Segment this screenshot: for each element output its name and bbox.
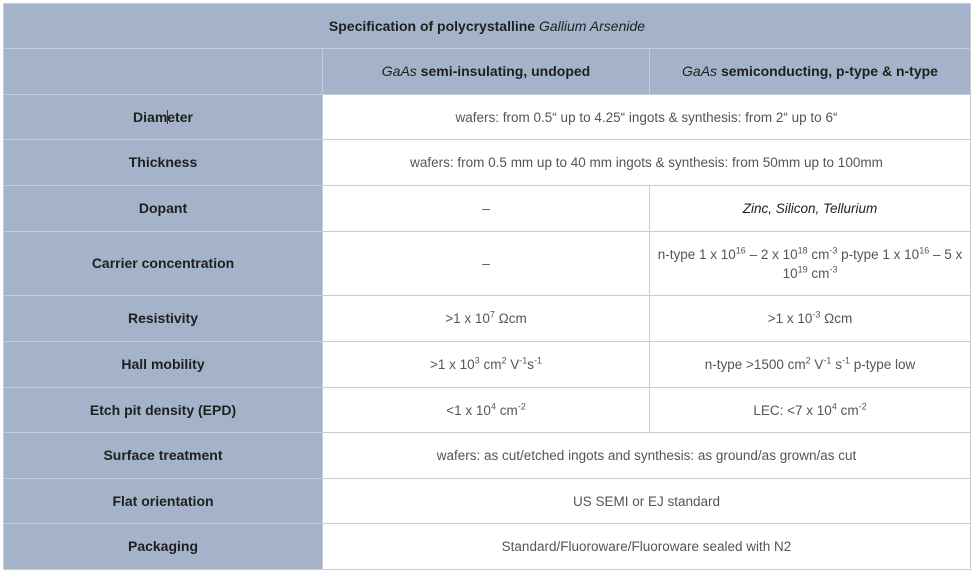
text: Ωcm [820, 311, 853, 326]
text: cm [836, 402, 859, 418]
row-label-carrier-concentration: Carrier concentration [4, 232, 323, 296]
table-row-flat-orientation [4, 479, 971, 524]
exponent: 4 [831, 401, 837, 411]
exponent: -2 [858, 401, 867, 411]
exponent: 2 [805, 355, 811, 366]
text: V [506, 357, 520, 372]
text: >1 x 10 [430, 357, 475, 372]
exponent: 4 [490, 401, 496, 411]
exponent: 3 [474, 355, 480, 366]
text: Ωcm [494, 311, 527, 326]
col-semi-insulating-header [323, 49, 650, 95]
table-title [4, 4, 971, 49]
table-row-packaging [4, 524, 971, 570]
exponent: -1 [533, 355, 542, 366]
text: V [810, 357, 824, 372]
column-header-row [4, 49, 971, 95]
text: – 5 x 10 [782, 246, 963, 281]
text: cm [479, 357, 502, 372]
title-prefix: Specification of polycrystalline [328, 17, 536, 34]
row-label-dopant: Dopant [4, 186, 323, 232]
text: cm [807, 265, 830, 281]
value-flat-orientation: US SEMI or EJ standard [323, 479, 971, 524]
title-row [4, 4, 971, 49]
exponent: -2 [517, 401, 526, 411]
specification-table [3, 3, 971, 570]
exponent: -3 [812, 309, 821, 320]
empty-header-cell [4, 49, 323, 95]
text: s [527, 357, 534, 372]
value-dopant-col1: – [323, 186, 650, 232]
text: n-type >1500 cm [704, 357, 806, 372]
row-label-diameter [4, 95, 323, 140]
value-resistivity-col2 [650, 296, 971, 342]
table-row-surface-treatment [4, 433, 971, 479]
text: cm [807, 246, 830, 262]
text: n-type 1 x 10 [657, 246, 736, 262]
col-semiconducting-header [650, 49, 971, 95]
value-hall-col1 [323, 342, 650, 388]
row-label-surface-treatment: Surface treatment [4, 433, 323, 479]
table-row-dopant [4, 186, 971, 232]
text: – 2 x 10 [745, 246, 798, 262]
exponent: 19 [797, 264, 808, 274]
col2-label: semiconducting, p-type & n-type [720, 63, 938, 79]
text: LEC: <7 x 10 [753, 402, 832, 418]
row-label-thickness: Thickness [4, 140, 323, 186]
title-material: Gallium Arsenide [538, 17, 646, 34]
exponent: 16 [919, 245, 930, 255]
row-label-hall-mobility: Hall mobility [4, 342, 323, 388]
value-epd-col1 [323, 388, 650, 433]
table-row-diameter [4, 95, 971, 140]
text: >1 x 10 [767, 311, 813, 326]
table-row-hall-mobility [4, 342, 971, 388]
exponent: 16 [735, 245, 746, 255]
col2-prefix: GaAs [682, 63, 718, 79]
label-part: Diam [133, 108, 168, 125]
text: s [831, 357, 842, 372]
label-part: eter [167, 108, 193, 125]
exponent: 2 [501, 355, 507, 366]
table-row-carrier-concentration [4, 232, 971, 296]
value-dopant-col2: Zinc, Silicon, Tellurium [650, 186, 971, 232]
text: p-type 1 x 10 [837, 246, 920, 262]
value-carrier-col1: – [323, 232, 650, 296]
value-resistivity-col1 [323, 296, 650, 342]
value-packaging: Standard/Fluoroware/Fluoroware sealed with N2 [323, 524, 971, 570]
table-row-thickness [4, 140, 971, 186]
text: cm [495, 402, 518, 418]
exponent: -1 [823, 355, 832, 366]
table-row-epd [4, 388, 971, 433]
text: >1 x 10 [445, 311, 490, 326]
exponent: -1 [519, 355, 528, 366]
value-carrier-col2 [650, 232, 971, 296]
row-label-resistivity: Resistivity [4, 296, 323, 342]
exponent: 18 [797, 245, 808, 255]
value-epd-col2 [650, 388, 971, 433]
col1-label: semi-insulating, undoped [420, 63, 591, 79]
text: <1 x 10 [446, 402, 491, 418]
exponent: 7 [489, 309, 495, 320]
value-hall-col2 [650, 342, 971, 388]
row-label-epd: Etch pit density (EPD) [4, 388, 323, 433]
row-label-packaging: Packaging [4, 524, 323, 570]
table-row-resistivity [4, 296, 971, 342]
value-surface-treatment: wafers: as cut/etched ingots and synthesis: as ground/as grown/as cut [323, 433, 971, 479]
value-thickness: wafers: from 0.5 mm up to 40 mm ingots & synthesis: from 50mm up to 100mm [323, 140, 971, 186]
exponent: -3 [829, 264, 838, 274]
text: p-type low [849, 357, 916, 372]
row-label-flat-orientation: Flat orientation [4, 479, 323, 524]
col1-prefix: GaAs [381, 63, 417, 79]
exponent: -1 [841, 355, 850, 366]
exponent: -3 [829, 245, 838, 255]
value-diameter: wafers: from 0.5“ up to 4.25“ ingots & synthesis: from 2“ up to 6“ [323, 95, 971, 140]
